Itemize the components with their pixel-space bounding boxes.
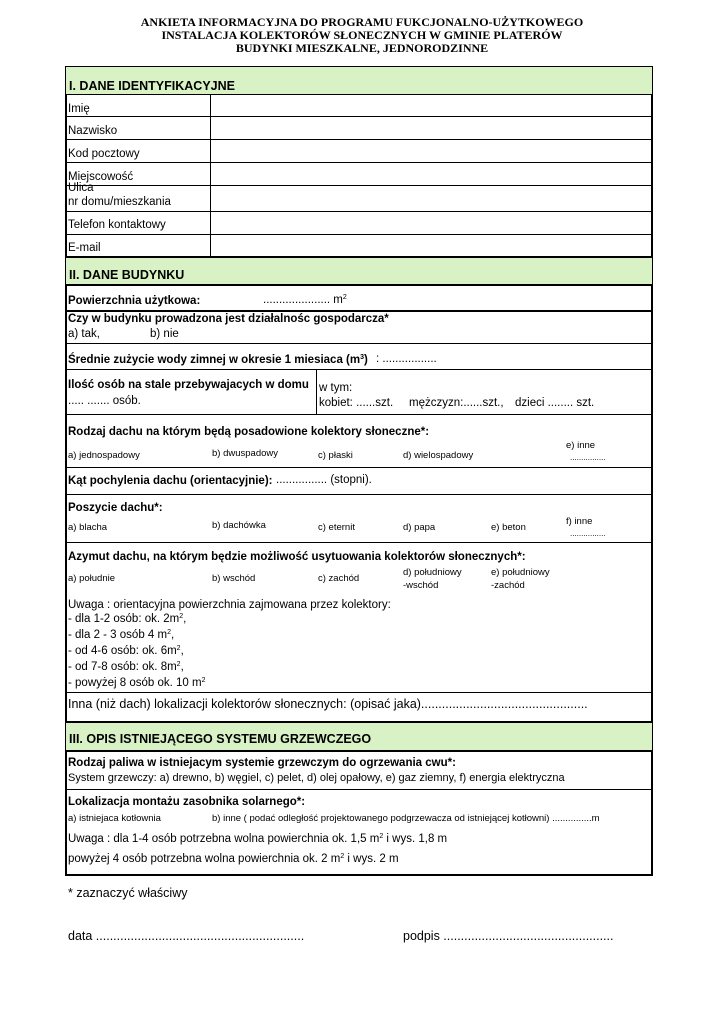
roof-type-other-field[interactable]: ................ [570, 453, 606, 462]
collector-area-note-line: - od 7-8 osób: ok. $8m^2$, [68, 661, 184, 673]
divider [65, 310, 653, 312]
azimuth-option[interactable]: e) południowy -zachód [491, 567, 550, 591]
section-1-title: I. DANE IDENTYFIKACYJNE [69, 79, 235, 93]
collector-area-note-title: Uwaga : orientacyjna powierzchnia zajmowana przez kolektory: [68, 599, 391, 611]
field-label-house-number: nr domu/mieszkania [68, 196, 171, 208]
roof-cover-option[interactable]: a) blacha [68, 522, 108, 533]
mark-note: * zaznaczyć właściwy [68, 886, 188, 900]
tank-location-option-other[interactable]: b) inne ( podać odległość projektowanego podgrzewacza od istniejącej kotłowni) ...............m [212, 813, 600, 824]
tank-note-line-2: powyżej 4 osób potrzebna wolna powierchnia ok. 2 $m^2$ i wys. 2 m [68, 853, 399, 865]
form-title-line-1: ANKIETA INFORMACYJNA DO PROGRAMU FUKCJONALNO-UŻYTKOWEGO [140, 15, 584, 29]
roof-type-option[interactable]: b) dwuspadowy [212, 448, 279, 459]
field-label-street: Ulica [68, 182, 94, 194]
divider [65, 467, 653, 468]
water-usage-field[interactable]: : ................. [376, 353, 437, 365]
roof-cover-question: Poszycie dachu*: [68, 502, 163, 514]
persons-label: Ilość osób na stale przebywajacych w domu [68, 379, 309, 391]
section-divider [65, 284, 653, 286]
collector-area-note-line: - dla 2 - 3 osób 4 $m^2$, [68, 629, 175, 641]
surname-field[interactable] [211, 117, 652, 139]
section-2-header [66, 258, 652, 284]
fuel-type-options[interactable]: System grzewczy: a) drewno, b) węgiel, c) pelet, d) olej opałowy, e) gaz ziemny, f) energia elektryczna [68, 772, 565, 784]
roof-angle-label: Kąt pochylenia dachu (orientacyjnie): [68, 475, 273, 487]
women-count-field[interactable]: kobiet: ......szt. [319, 397, 394, 409]
signature-field[interactable]: podpis ................................................. [403, 929, 614, 943]
roof-type-option[interactable]: e) inne [566, 440, 596, 451]
section-2-title: II. DANE BUDYNKU [69, 268, 185, 282]
business-question: Czy w budynku prowadzona jest działalnośc gospodarcza* [68, 313, 389, 325]
azimuth-option[interactable]: d) południowy -wschód [403, 567, 462, 591]
date-field[interactable]: data ............................................................ [68, 929, 305, 943]
section-3-header [66, 723, 652, 750]
tank-location-option-boiler-room[interactable]: a) istniejaca kotłownia [68, 813, 161, 824]
section-1-header [66, 67, 652, 94]
fuel-type-question: Rodzaj paliwa w istniejacym systemie grzewczym do ogrzewania cwu*: [68, 757, 456, 769]
roof-cover-option[interactable]: b) dachówka [212, 520, 266, 531]
field-label-surname: Nazwisko [68, 125, 118, 137]
usable-area-label: Powierzchnia użytkowa: [68, 295, 201, 307]
persons-count-field[interactable]: ..... ....... osób. [68, 395, 141, 407]
persons-breakdown-label: w tym: [319, 382, 353, 394]
collector-area-note-line: - dla 1-2 osób: ok. $2m^2$, [68, 613, 187, 625]
tank-location-question: Lokalizacja montażu zasobnika solarnego*: [68, 796, 306, 808]
section-3-title: III. OPIS ISTNIEJĄCEGO SYSTEMU GRZEWCZEGO [69, 732, 372, 746]
form-title-line-2: INSTALACJA KOLEKTORÓW SŁONECZNYCH W GMINIE PLATERÓW [161, 28, 563, 42]
postal-code-field[interactable] [211, 140, 652, 162]
divider [65, 789, 653, 790]
divider [65, 414, 653, 415]
field-label-email: E-mail [68, 242, 101, 254]
children-count-field[interactable]: dzieci ........ szt. [515, 397, 595, 409]
section-divider [65, 750, 653, 752]
divider [65, 369, 653, 370]
business-option-no[interactable]: b) nie [150, 328, 179, 340]
azimuth-option[interactable]: a) południe [68, 573, 116, 584]
roof-cover-option[interactable]: d) papa [403, 522, 436, 533]
roof-cover-option[interactable]: e) beton [491, 522, 526, 533]
azimuth-question: Azymut dachu, na którym będzie możliwość usytuowania kolektorów słonecznych*: [68, 551, 526, 563]
business-option-yes[interactable]: a) tak, [68, 328, 100, 340]
field-label-postal-code: Kod pocztowy [68, 148, 140, 160]
other-location-field[interactable]: Inna (niż dach) lokalizacji kolektorów słonecznych: (opisać jaka)................................................ [68, 697, 588, 711]
divider [65, 494, 653, 495]
roof-type-option[interactable]: a) jednospadowy [68, 450, 140, 461]
roof-cover-option[interactable]: c) eternit [318, 522, 355, 533]
city-field[interactable] [211, 163, 652, 185]
divider [65, 692, 653, 693]
field-label-phone: Telefon kontaktowy [68, 219, 166, 231]
field-label-first-name: Imię [68, 103, 90, 115]
collector-area-note-line: - od 4-6 osób: ok. $6m^2$, [68, 645, 184, 657]
phone-field[interactable] [211, 212, 652, 234]
usable-area-field[interactable]: ..................... $m^2$ [263, 294, 347, 306]
divider [65, 542, 653, 543]
water-usage-label: Średnie zużycie wody zimnej w okresie 1 miesiaca $(m^3)$ [68, 354, 368, 366]
first-name-field[interactable] [211, 95, 652, 116]
tank-note-line-1: Uwaga : dla 1-4 osób potrzebna wolna powierchnia ok. 1,5 $m^2$ i wys. 1,8 m [68, 833, 448, 845]
field-label-city: Miejscowość [68, 171, 134, 183]
form-title-line-3: BUDYNKI MIESZKALNE, JEDNORODZINNE [235, 41, 489, 55]
men-count-field[interactable]: mężczyzn:......szt., [409, 397, 504, 409]
azimuth-option[interactable]: b) wschód [212, 573, 256, 584]
collector-area-note-line: - powyżej 8 osób ok. 10 $m^2$ [68, 677, 206, 689]
roof-type-question: Rodzaj dachu na którym będą posadowione kolektory słoneczne*: [68, 426, 430, 438]
street-field[interactable] [211, 186, 652, 211]
divider [316, 370, 317, 414]
roof-angle-field[interactable]: ................ (stopni). [276, 474, 372, 486]
email-field[interactable] [211, 235, 652, 257]
roof-type-option[interactable]: d) wielospadowy [403, 450, 474, 461]
divider [65, 343, 653, 344]
roof-cover-option[interactable]: f) inne [566, 516, 593, 527]
roof-type-option[interactable]: c) płaski [318, 450, 353, 461]
roof-cover-other-field[interactable]: ................ [570, 529, 606, 538]
azimuth-option[interactable]: c) zachód [318, 573, 360, 584]
